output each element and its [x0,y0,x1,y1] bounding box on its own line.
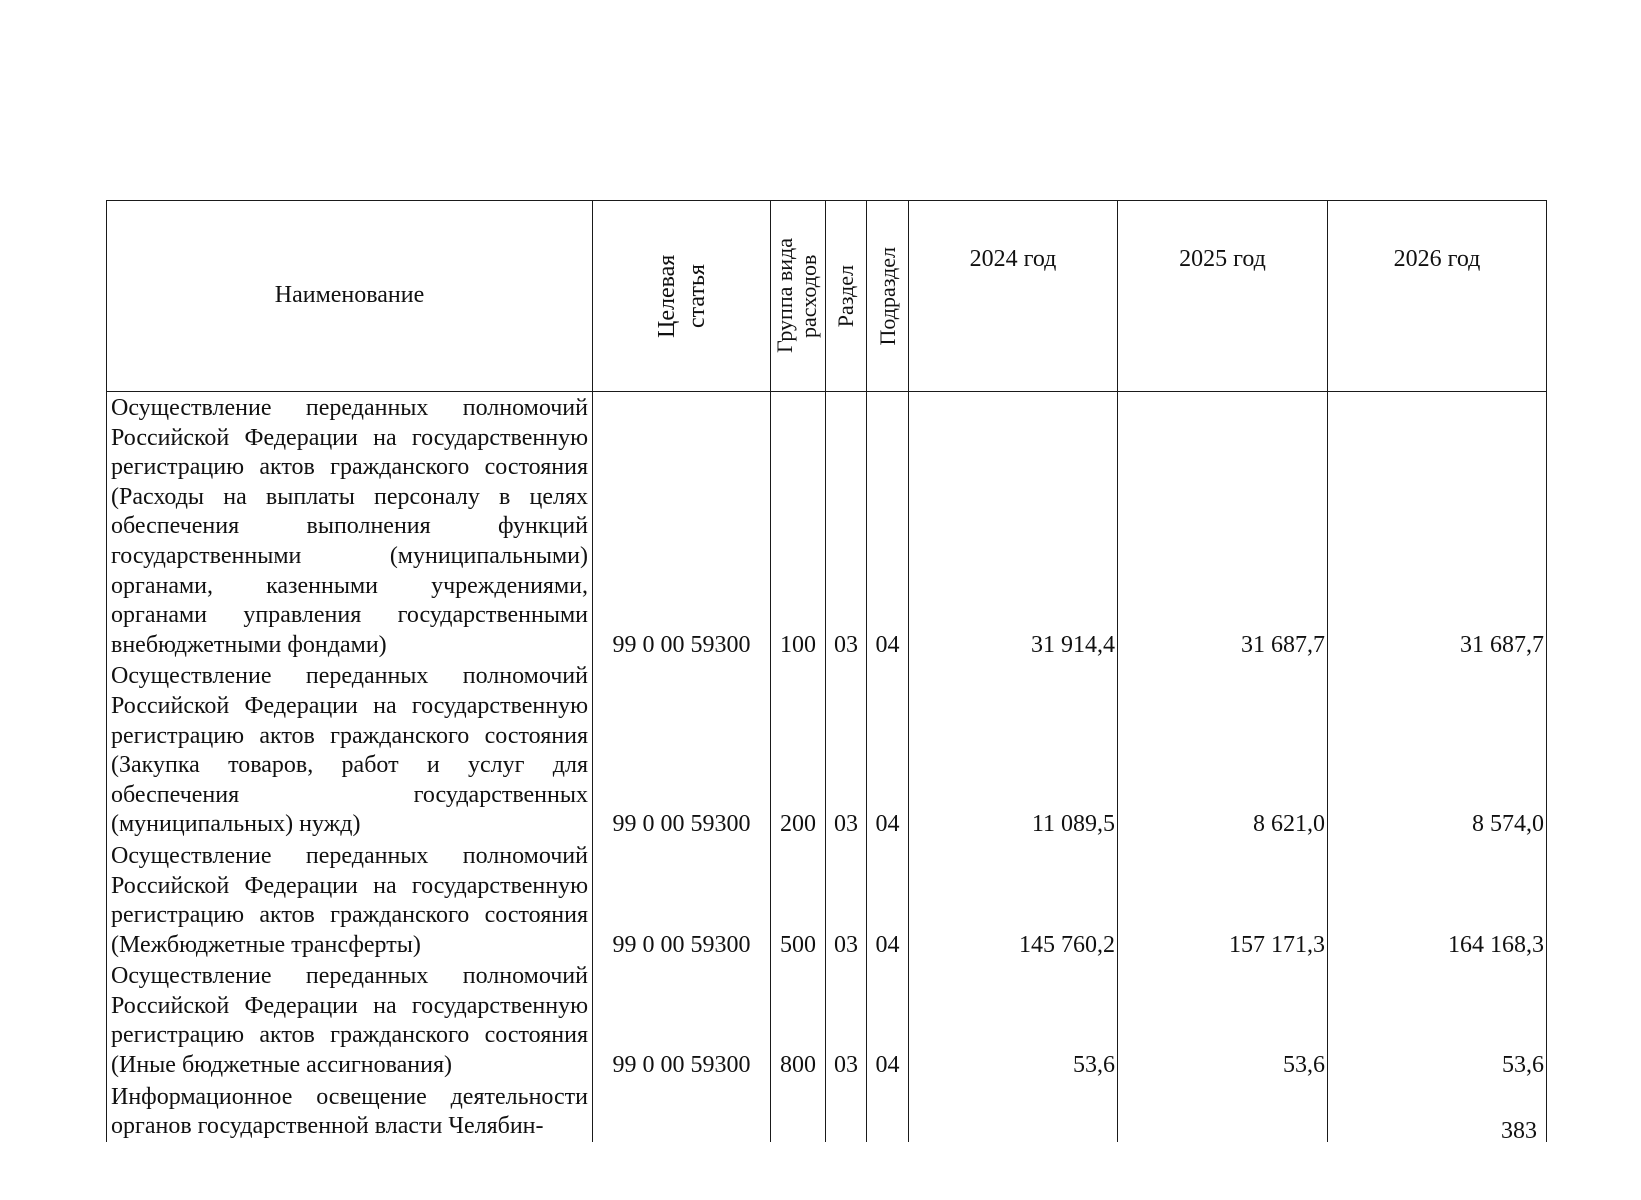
row-value-2026: 53,6 [1328,960,1547,1080]
row-value-2024: 53,6 [909,960,1118,1080]
table-row [107,1081,1547,1142]
row-expense-group [771,1081,826,1142]
row-expense-group: 500 [771,840,826,960]
header-expense-group [771,201,826,392]
row-expense-group: 100 [771,392,826,661]
header-target-article [593,201,771,392]
row-target-article: 99 0 00 59300 [593,840,771,960]
row-expense-group: 800 [771,960,826,1080]
row-value-2025 [1118,1081,1328,1142]
row-name: Осуществление переданных полномочий Российской Федерации на государственную регистрацию актов гражданского состояния (Расходы на выплаты персоналу в целях обеспечения выполнения функций государственными (муниципальными) органами, казенными учреждениями, органами управления государственными внебюджетными фондами) [107,392,593,661]
header-2024: 2024 год [909,201,1118,392]
row-value-2024 [909,1081,1118,1142]
row-section: 03 [826,392,867,661]
row-name: Осуществление переданных полномочий Российской Федерации на государственную регистрацию актов гражданского состояния (Закупка товаров, работ и услуг для обеспечения государственных (муниципальных) нужд) [107,660,593,840]
table-row [107,660,1547,840]
row-section: 03 [826,660,867,840]
row-subsection: 04 [867,840,909,960]
row-subsection: 04 [867,660,909,840]
header-expense-group-label: Группа вида расходов [772,238,821,354]
row-value-2026: 8 574,0 [1328,660,1547,840]
row-target-article: 99 0 00 59300 [593,960,771,1080]
row-value-2025: 157 171,3 [1118,840,1328,960]
row-value-2024: 31 914,4 [909,392,1118,661]
row-name: Осуществление переданных полномочий Российской Федерации на государственную регистрацию актов гражданского состояния (Иные бюджетные ассигнования) [107,960,593,1080]
row-expense-group: 200 [771,660,826,840]
row-value-2024: 145 760,2 [909,840,1118,960]
row-name: Осуществление переданных полномочий Российской Федерации на государственную регистрацию актов гражданского состояния (Межбюджетные трансферты) [107,840,593,960]
row-target-article: 99 0 00 59300 [593,660,771,840]
row-value-2026: 31 687,7 [1328,392,1547,661]
row-value-2024: 11 089,5 [909,660,1118,840]
table-row [107,392,1547,661]
row-value-2025: 31 687,7 [1118,392,1328,661]
page-number: 383 [1501,1118,1537,1144]
row-subsection: 04 [867,960,909,1080]
header-2025: 2025 год [1118,201,1328,392]
row-value-2026: 164 168,3 [1328,840,1547,960]
row-target-article: 99 0 00 59300 [593,392,771,661]
header-section [826,201,867,392]
header-subsection [867,201,909,392]
row-value-2025: 53,6 [1118,960,1328,1080]
header-name: Наименование [107,201,593,392]
header-section-label: Раздел [833,264,858,328]
header-subsection-label: Подраздел [874,246,900,346]
row-subsection: 04 [867,392,909,661]
row-name: Информационное освещение деятельности органов государственной власти Челябин- [107,1081,593,1142]
row-section: 03 [826,840,867,960]
budget-table [106,200,1547,1142]
table-row [107,960,1547,1080]
row-subsection [867,1081,909,1142]
header-target-article-label: Целевая статья [653,254,710,338]
row-target-article [593,1081,771,1142]
row-value-2025: 8 621,0 [1118,660,1328,840]
header-row [107,201,1547,392]
header-2026: 2026 год [1328,201,1547,392]
row-section: 03 [826,960,867,1080]
row-section [826,1081,867,1142]
table-row [107,840,1547,960]
